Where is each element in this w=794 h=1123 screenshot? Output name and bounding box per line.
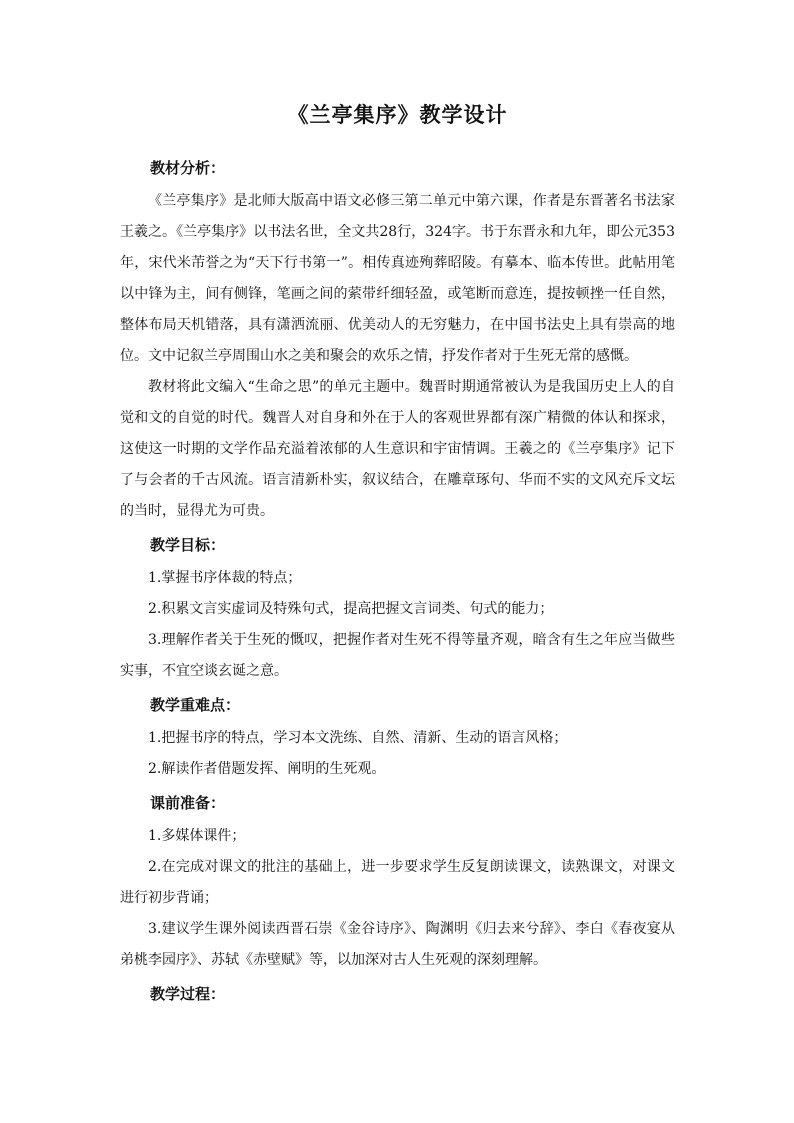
section-teaching-process (120, 982, 675, 1006)
list-item: 2.在完成对课文的批注的基础上，进一步要求学生反复朗读课文，读熟课文，对课文进行初步背诵； (120, 859, 675, 906)
section-key-points (120, 693, 675, 785)
list-item: 3.理解作者关于生死的慨叹，把握作者对生死不得等量齐观，暗含有生之年应当做些实事，不宜空谈玄诞之意。 (120, 632, 675, 679)
section-teaching-goals (120, 533, 675, 687)
list-item: 1.多媒体课件； (148, 828, 246, 844)
list-item: 2.解读作者借题发挥、阐明的生死观。 (148, 761, 386, 777)
section-heading: 教学过程： (150, 985, 226, 1003)
section-preparation (120, 791, 675, 976)
section-heading: 课前准备： (150, 794, 226, 812)
list-item: 2.积累文言实虚词及特殊句式，提高把握文言词类、句式的能力； (148, 601, 554, 617)
list-item: 1.掌握书序体裁的特点； (148, 570, 302, 586)
list-item: 1.把握书序的特点，学习本文洗练、自然、清新、生动的语言风格； (148, 730, 568, 746)
section-heading: 教材分析： (150, 159, 226, 177)
section-heading: 教学重难点： (150, 696, 241, 714)
paragraph: 《兰亭集序》是北师大版高中语文必修三第二单元中第六课，作者是东晋著名书法家王羲之。《兰亭集序》以书法名世，全文共28行，324字。书于东晋永和九年，即公元353年，宋代米芾誉之为“天下行书第一”。相传真迹殉葬昭陵。有摹本、临本传世。此帖用笔以中锋为主，间有侧锋，笔画之间的萦带纤细轻盈，或笔断而意连，提按顿挫一任自然，整体布局天机错落，具有潇洒流丽、优美动人的无穷魅力，在中国书法史上具有崇高的地位。文中记叙兰亭周围山水之美和聚会的欢乐之情，抒发作者对于生死无常的感慨。 (120, 193, 675, 364)
page-title: 《兰亭集序》教学设计 (287, 102, 508, 127)
section-material-analysis (120, 156, 675, 527)
document-body (120, 100, 675, 1012)
paragraph: 教材将此文编入“生命之思”的单元主题中。魏晋时期通常被认为是我国历史上人的自觉和文的自觉的时代。魏晋人对自身和外在于人的客观世界都有深广精微的体认和探求，这使这一时期的文学作品充溢着浓郁的人生意识和宇宙情调。王羲之的《兰亭集序》记下了与会者的千古风流。语言清新朴实，叙议结合，在雕章琢句、华而不实的文风充斥文坛的当时，显得尤为可贵。 (120, 379, 675, 519)
section-heading: 教学目标： (150, 536, 226, 554)
list-item: 3.建议学生课外阅读西晋石崇《金谷诗序》、陶渊明《归去来兮辞》、李白《春夜宴从弟桃李园序》、苏轼《赤壁赋》等，以加深对古人生死观的深刻理解。 (120, 921, 675, 968)
